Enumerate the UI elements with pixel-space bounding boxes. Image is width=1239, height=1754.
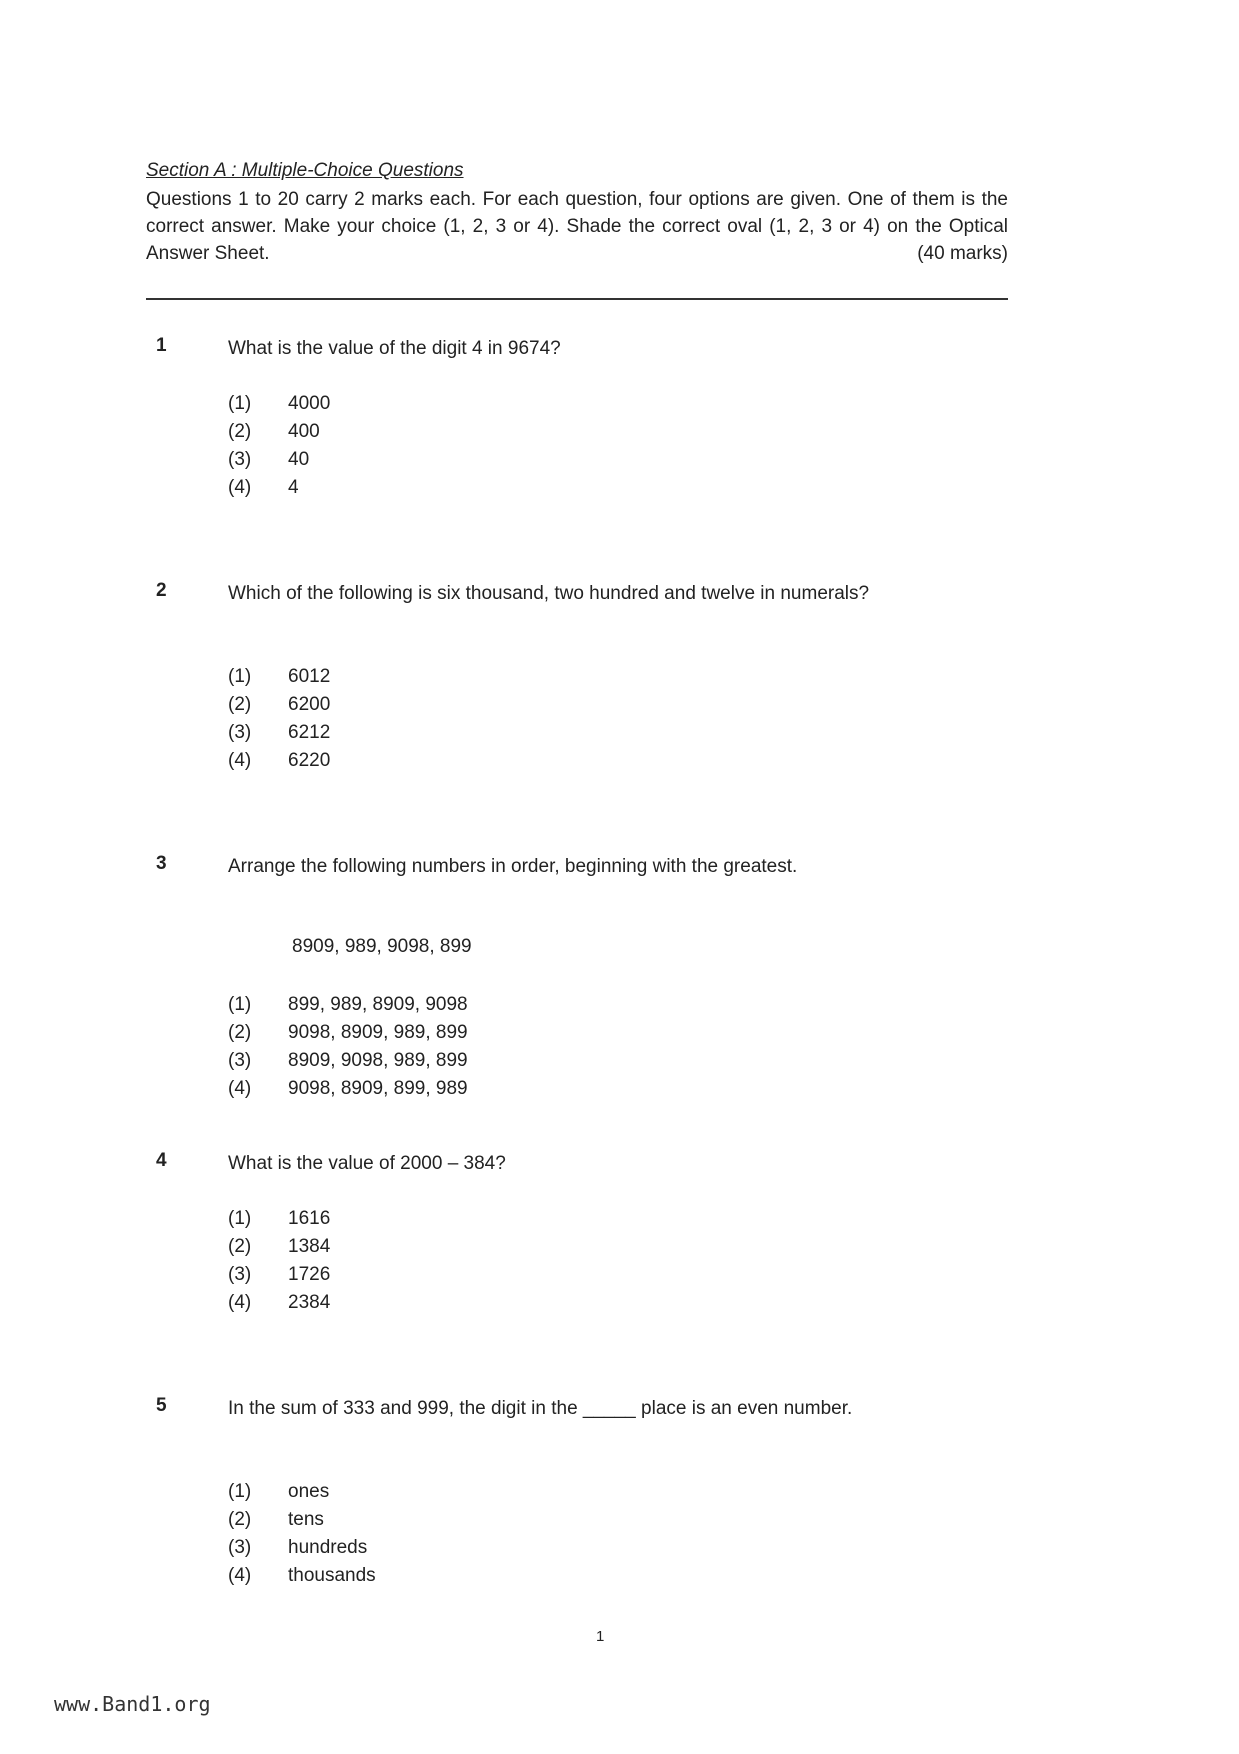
option-value: 6212 [288, 722, 331, 743]
option-3 [228, 1534, 376, 1562]
option-label: (3) [228, 1050, 252, 1071]
question-text: Arrange the following numbers in order, beginning with the greatest. [228, 856, 798, 877]
instructions-text: Questions 1 to 20 carry 2 marks each. For each question, four options are given. One of them is the correct answer. Make your choice (1, 2, 3 or 4). Shade the correct oval (1, 2, 3 or 4) on the Optical Answer Sheet. [146, 189, 1008, 264]
option-2 [228, 691, 330, 719]
option-value: 8909, 9098, 989, 899 [288, 1050, 468, 1071]
option-value: 9098, 8909, 899, 989 [288, 1078, 468, 1099]
option-value: 1726 [288, 1264, 331, 1285]
option-label: (1) [228, 1208, 252, 1229]
option-label: (3) [228, 722, 252, 743]
option-value: thousands [288, 1565, 376, 1586]
option-label: (2) [228, 1236, 252, 1257]
option-3 [228, 1047, 468, 1075]
option-1 [228, 1205, 330, 1233]
question-text: In the sum of 333 and 999, the digit in the _____ place is an even number. [228, 1398, 853, 1419]
option-2 [228, 1019, 468, 1047]
question-number: 1 [156, 335, 167, 356]
option-label: (1) [228, 1481, 252, 1502]
question-number: 3 [156, 853, 167, 874]
option-1 [228, 663, 330, 691]
option-value: 1616 [288, 1208, 331, 1229]
question-text: What is the value of the digit 4 in 9674? [228, 338, 561, 359]
option-2 [228, 1233, 330, 1261]
options [228, 1205, 330, 1317]
option-value: 4000 [288, 393, 331, 414]
question-number: 5 [156, 1395, 167, 1416]
option-label: (4) [228, 750, 252, 771]
option-3 [228, 719, 330, 747]
option-value: 6200 [288, 694, 331, 715]
footer-url: www.Band1.org [54, 1692, 211, 1716]
question-text: What is the value of 2000 – 384? [228, 1153, 506, 1174]
option-label: (4) [228, 477, 252, 498]
question-number: 4 [156, 1150, 167, 1171]
option-label: (2) [228, 421, 252, 442]
options [228, 1478, 376, 1590]
option-1 [228, 390, 330, 418]
option-4 [228, 747, 330, 775]
question-text: Which of the following is six thousand, two hundred and twelve in numerals? [228, 583, 870, 604]
option-label: (3) [228, 1264, 252, 1285]
option-label: (2) [228, 1509, 252, 1530]
option-label: (4) [228, 1078, 252, 1099]
option-4 [228, 1289, 330, 1317]
option-3 [228, 446, 330, 474]
option-1 [228, 991, 468, 1019]
options [228, 991, 468, 1103]
option-value: 4 [288, 477, 299, 498]
option-2 [228, 418, 330, 446]
option-label: (3) [228, 449, 252, 470]
option-label: (2) [228, 1022, 252, 1043]
question-numbers-list: 8909, 989, 9098, 899 [292, 936, 472, 957]
page-number: 1 [596, 1628, 605, 1645]
option-3 [228, 1261, 330, 1289]
total-marks: (40 marks) [917, 243, 1008, 264]
option-label: (1) [228, 393, 252, 414]
option-value: 9098, 8909, 989, 899 [288, 1022, 468, 1043]
option-label: (1) [228, 994, 252, 1015]
option-label: (4) [228, 1292, 252, 1313]
option-value: 400 [288, 421, 320, 442]
section-title: Section A : Multiple-Choice Questions [146, 160, 464, 181]
option-label: (2) [228, 694, 252, 715]
option-value: tens [288, 1509, 324, 1530]
option-value: 1384 [288, 1236, 331, 1257]
option-value: ones [288, 1481, 330, 1502]
option-value: 2384 [288, 1292, 331, 1313]
option-label: (1) [228, 666, 252, 687]
options [228, 663, 330, 775]
option-value: 40 [288, 449, 310, 470]
question-number: 2 [156, 580, 167, 601]
option-2 [228, 1506, 376, 1534]
option-1 [228, 1478, 376, 1506]
divider [146, 298, 1008, 300]
option-value: 6012 [288, 666, 331, 687]
option-4 [228, 474, 330, 502]
option-value: 899, 989, 8909, 9098 [288, 994, 468, 1015]
option-4 [228, 1075, 468, 1103]
option-value: hundreds [288, 1537, 368, 1558]
option-label: (3) [228, 1537, 252, 1558]
option-4 [228, 1562, 376, 1590]
options [228, 390, 330, 502]
option-value: 6220 [288, 750, 331, 771]
option-label: (4) [228, 1565, 252, 1586]
instructions [146, 186, 1008, 267]
